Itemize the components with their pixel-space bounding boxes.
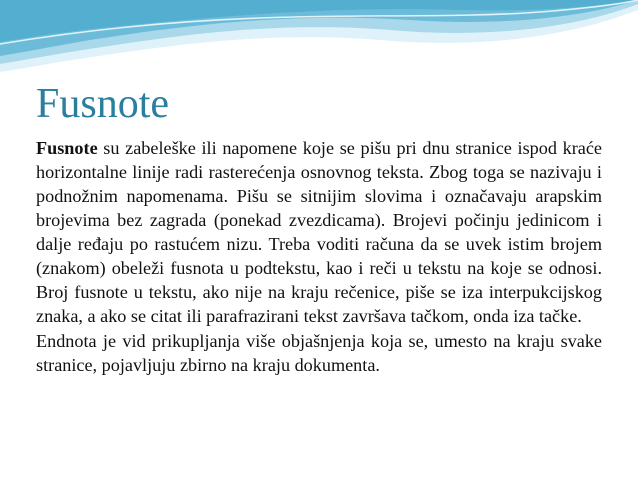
decorative-wave-banner (0, 0, 638, 80)
slide-body (36, 136, 602, 378)
term-fusnote: Fusnote (36, 138, 98, 158)
paragraph-endnotes: Endnota je vid prikupljanja više objašnjenja koja se, umesto na kraju svake stranice, pojavljuju zbirno na kraju dokumenta. (36, 331, 602, 375)
paragraph-footnotes (36, 136, 602, 328)
paragraph-footnotes-text: su zabeleške ili napomene koje se pišu pri dnu stranice ispod kraće horizontalne linije radi rasterećenja osnovnog teksta. Zbog toga se nazivaju i podnožnim napomenama. Pišu se sitnijim slovima i označavaju arapskim brojevima bez zagrada (ponekad zvezdicama). Brojevi počinju jedinicom i dalje ređaju po rastućem nizu. Treba voditi računa da se uvek istim brojem (znakom) obeleži fusnota u podtekstu, kao i reči u tekstu na koje se odnosi. Broj fusnote u tekstu, ako nije na kraju rečenice, piše se iza interpukcijskog znaka, a ako se citat ili parafrazirani tekst završava tačkom, onda iza tačke. (36, 138, 602, 326)
slide-title: Fusnote (36, 81, 170, 127)
